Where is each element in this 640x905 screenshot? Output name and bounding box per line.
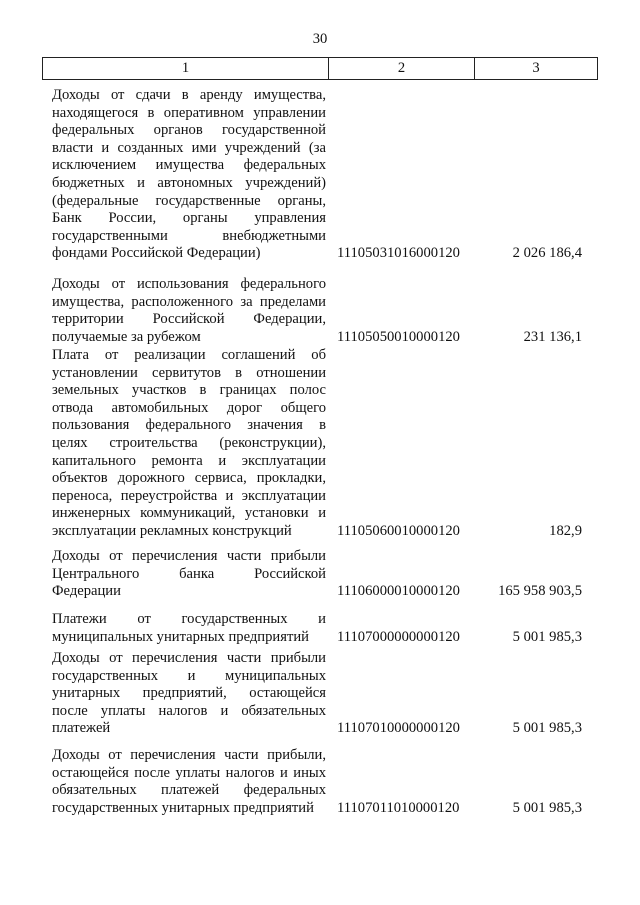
description-line: Доходы от сдачи в аренду имущества, [52, 87, 326, 103]
description-line: эксплуатации рекламных конструкций [52, 522, 292, 539]
row-description [52, 347, 326, 541]
description-line: земельных участков в границах полос [52, 382, 326, 399]
description-line: территории Российской Федерации, [52, 311, 326, 328]
row-value: 2 026 186,4 [512, 245, 582, 262]
row-description [52, 87, 326, 263]
row-code: 11107010000000120 [337, 720, 460, 737]
row-code: 11105050010000120 [337, 328, 460, 345]
table-header [42, 57, 598, 80]
description-line: Банк России, органы управления [52, 210, 326, 227]
row-description [52, 611, 326, 646]
description-line: Федерации [52, 583, 121, 600]
description-line: Центрального банка Российской [52, 565, 326, 582]
header-col-2: 2 [329, 58, 475, 79]
description-line: Доходы от перечисления части прибыли [52, 650, 326, 666]
description-line: обязательных платежей федеральных [52, 782, 326, 799]
table-row [52, 347, 582, 541]
description-line: Доходы от перечисления части прибыли [52, 548, 326, 564]
description-line: платежей [52, 720, 111, 737]
row-description [52, 747, 326, 817]
description-line: остающейся после уплаты налогов и иных [52, 764, 326, 781]
description-line: государственных и муниципальных [52, 667, 326, 684]
row-description [52, 650, 326, 738]
row-value: 231 136,1 [523, 328, 582, 345]
description-line: исключением имущества федеральных [52, 157, 326, 174]
description-line: бюджетных и автономных учреждений) [52, 174, 326, 191]
description-line: инженерных коммуникаций, установки и [52, 505, 326, 522]
description-line: отвода автомобильных дорог общего [52, 399, 326, 416]
row-value: 5 001 985,3 [512, 720, 582, 737]
description-line: государственными внебюджетными [52, 227, 326, 244]
description-line: Платежи от государственных и [52, 611, 326, 627]
row-code: 11107000000000120 [337, 628, 460, 645]
description-line: Доходы от перечисления части прибыли, [52, 747, 326, 763]
header-col-3: 3 [532, 60, 540, 76]
description-line: унитарных предприятий, остающейся [52, 685, 326, 702]
table-row [52, 87, 582, 263]
description-line: после уплаты налогов и обязательных [52, 702, 326, 719]
description-line: имущества, расположенного за пределами [52, 293, 326, 310]
description-line: власти и созданных ими учреждений (за [52, 139, 326, 156]
description-line: переноса, переустройства и эксплуатации [52, 487, 326, 504]
row-description [52, 548, 326, 601]
row-code: 11105060010000120 [337, 522, 460, 539]
table-row [52, 548, 582, 601]
description-line: капитального ремонта и эксплуатации [52, 452, 326, 469]
description-line: Доходы от использования федерального [52, 276, 326, 292]
table-row [52, 747, 582, 817]
row-value: 5 001 985,3 [512, 799, 582, 816]
description-line: муниципальных унитарных предприятий [52, 628, 309, 645]
description-line: фондами Российской Федерации) [52, 245, 261, 262]
row-code: 11106000010000120 [337, 583, 460, 600]
row-value: 182,9 [549, 522, 582, 539]
page-number: 30 [312, 31, 328, 47]
description-line: объектов дорожного сервиса, прокладки, [52, 470, 326, 487]
description-line: Плата от реализации соглашений об [52, 347, 326, 363]
description-line: целях строительства (реконструкции), [52, 434, 326, 451]
row-code: 11105031016000120 [337, 245, 460, 262]
row-value: 165 958 903,5 [498, 583, 582, 600]
table-row [52, 611, 582, 646]
description-line: (федеральные государственные органы, [52, 192, 326, 209]
description-line: находящегося в оперативном управлении [52, 104, 326, 121]
description-line: пользования федерального значения в [52, 417, 326, 434]
description-line: установлении сервитутов в отношении [52, 364, 326, 381]
description-line: получаемые за рубежом [52, 328, 201, 345]
description-line: федеральных органов государственной [52, 122, 326, 139]
table-row [52, 276, 582, 346]
row-code: 11107011010000120 [337, 799, 460, 816]
header-col-1: 1 [43, 58, 329, 79]
row-value: 5 001 985,3 [512, 628, 582, 645]
table-row [52, 650, 582, 738]
description-line: государственных унитарных предприятий [52, 799, 314, 816]
row-description [52, 276, 326, 346]
